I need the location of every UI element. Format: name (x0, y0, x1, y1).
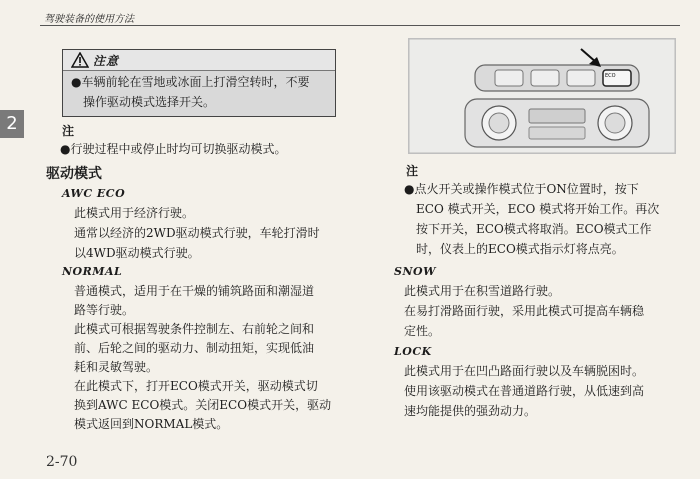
eco-switch-figure (408, 38, 676, 154)
mode-title-snow: SNOW (394, 265, 436, 278)
note-label: 注 (406, 164, 419, 178)
eco-button-label: ECO (605, 73, 616, 79)
note-line: ●点火开关或操作模式位于ON位置时，按下 (404, 182, 639, 196)
mode-title-awc-eco: AWC ECO (62, 187, 126, 200)
note-line: 时，仪表上的ECO模式指示灯将点亮。 (416, 242, 624, 256)
mode-line: 路等行驶。 (74, 303, 135, 317)
running-header: 驾驶装备的使用方法 (44, 14, 134, 25)
mode-line: 定性。 (404, 324, 441, 338)
mode-line: 此模式用于经济行驶。 (74, 206, 195, 220)
caution-line: ●车辆前轮在雪地或冰面上打滑空转时，不要 (71, 75, 310, 89)
mode-line: 在此模式下，打开ECO模式开关，驱动模式切 (74, 379, 318, 393)
page-number: 2-70 (46, 454, 78, 470)
header-divider (40, 25, 680, 26)
caution-line: 操作驱动模式选择开关。 (83, 95, 216, 109)
mode-title-normal: NORMAL (62, 265, 123, 278)
mode-line: 前、后轮之间的驱动力、制动扭矩，实现低油 (74, 341, 315, 355)
note-text: ●行驶过程中或停止时均可切换驱动模式。 (60, 142, 287, 156)
mode-line: 速均能提供的强劲动力。 (404, 404, 537, 418)
caution-label: 注意 (93, 54, 120, 68)
mode-line: 普通模式，适用于在干燥的铺筑路面和潮湿道 (74, 284, 315, 298)
mode-line: 此模式用于在积雪道路行驶。 (404, 284, 561, 298)
mode-line: 使用该驱动模式在普通道路行驶，从低速到高 (404, 384, 645, 398)
console-illustration (409, 39, 675, 153)
mode-line: 模式返回到NORMAL模式。 (74, 417, 229, 431)
mode-line: 通常以经济的2WD驱动模式行驶，车轮打滑时 (74, 226, 320, 240)
mode-line: 以4WD驱动模式行驶。 (74, 246, 200, 260)
mode-line: 耗和灵敏驾驶。 (74, 360, 159, 374)
chapter-tab: 2 (0, 110, 24, 138)
mode-title-lock: LOCK (394, 345, 432, 358)
caution-header (63, 50, 335, 71)
mode-line: 换到AWC ECO模式。关闭ECO模式开关，驱动 (74, 398, 332, 412)
caution-box (62, 49, 336, 117)
section-title: 驱动模式 (46, 166, 102, 182)
mode-line: 在易打滑路面行驶，采用此模式可提高车辆稳 (404, 304, 645, 318)
mode-line: 此模式可根据驾驶条件控制左、右前轮之间和 (74, 322, 315, 336)
note-line: 按下开关，ECO模式将取消。ECO模式工作 (416, 222, 652, 236)
mode-line: 此模式用于在凹凸路面行驶以及车辆脱困时。 (404, 364, 645, 378)
warning-triangle-icon (71, 52, 89, 68)
note-label: 注 (62, 124, 75, 138)
note-line: ECO 模式开关，ECO 模式将开始工作。再次 (416, 202, 660, 216)
